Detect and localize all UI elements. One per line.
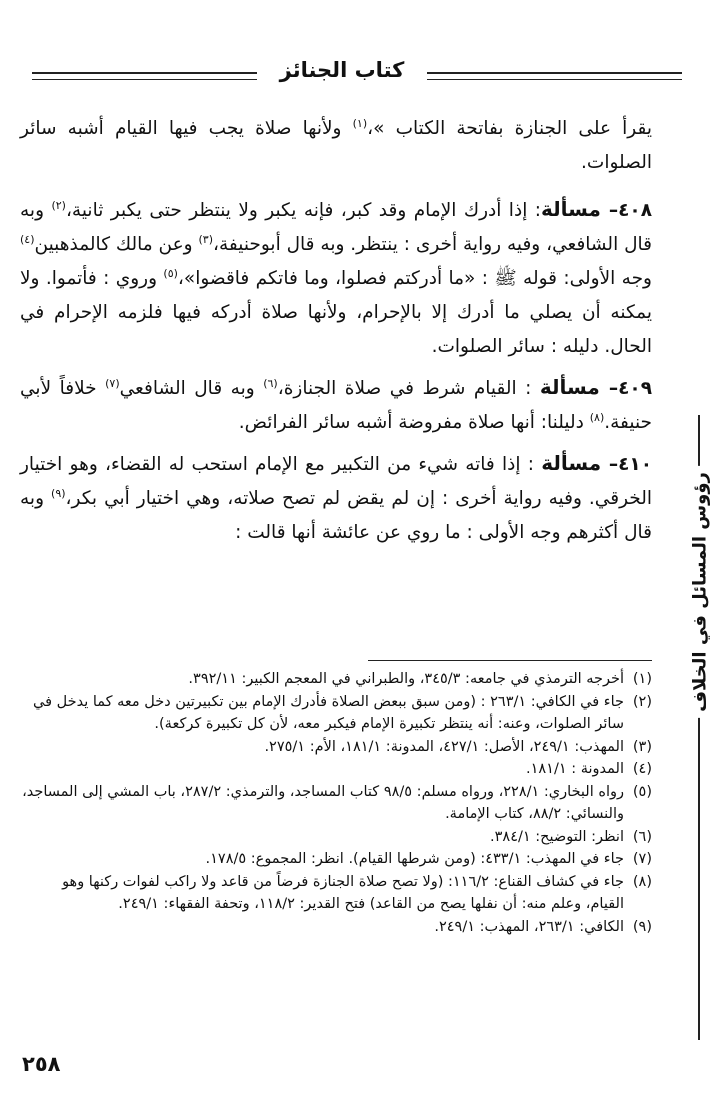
footnote-8 [20, 871, 652, 916]
issue-408-text-a: : إذا أدرك الإمام وقد كبر، فإنه يكبر ولا ينتظر حتى يكبر ثانية، [65, 200, 541, 221]
footnote-text: جاء في كشاف القناع: ١١٦/٢: (ولا تصح صلاة الجنازة فرضاً من قاعد ولا راكب لفوات ركنها وهو القيام، وعلم منه: أن نفلها يصح من القاعد) فتح القدير: ١١٨/٢، وتحفة الفقهاء: ٢٤٩/١. [62, 873, 624, 912]
footnote-text: الكافي: ٢٦٣/١، المهذب: ٢٤٩/١. [434, 918, 624, 935]
running-header [22, 58, 662, 88]
issue-408-text-e: وروي : فأتموا. ولا يمكنه أن يصلي ما أدرك إلا بالإحرام، ولأنها صلاة أدركه فيها فلزمه الإحرام في الحال. دليله : سائر الصلوات. [20, 268, 652, 357]
footnote-ref-4[interactable]: (٤) [20, 232, 35, 246]
footnote-6 [20, 826, 652, 849]
footnote-number: (٨) [632, 873, 652, 890]
issue-410-text-b: وبه قال أكثرهم وجه الأولى : ما روي عن عائشة أنها قالت : [20, 488, 652, 543]
issue-408-text-c: وعن مالك كالمذهبين [34, 234, 199, 255]
footnote-text: جاء في الكافي: ٢٦٣/١ : (ومن سبق ببعض الصلاة فأدرك الإمام بين تكبيرتين دخل معه كما يدخل في سائر الصلوات، وعنه: أنه ينتظر تكبيرة الإمام فيكبر معه، لأن كل تكبيرة كركعة). [33, 693, 624, 732]
footnote-number: (٩) [632, 918, 652, 935]
footnote-text: انظر: التوضيح: ٣٨٤/١. [490, 828, 624, 845]
footnote-ref-9[interactable]: (٩) [51, 486, 66, 500]
issue-408-text-d: وجه الأولى: قوله ﷺ : «ما أدركتم فصلوا، وما فاتكم فاقضوا»، [177, 268, 652, 289]
issue-409-text-a: : القيام شرط في صلاة الجنازة، [277, 378, 540, 399]
issue-408-label: مسألة [541, 197, 601, 221]
footnote-ref-7[interactable]: (٧) [105, 376, 120, 390]
footnote-text: رواه البخاري: ٢٢٨/١، ورواه مسلم: ٩٨/٥ كتاب المساجد، والترمذي: ٢٨٧/٢، باب المشي إلى المساجد، والنسائي: ٨٨/٢، كتاب الإمامة. [22, 783, 624, 822]
footnote-ref-3[interactable]: (٣) [198, 232, 214, 246]
header-rule-right [427, 72, 682, 80]
issue-410 [20, 446, 652, 550]
page-number: ٢٥٨ [22, 1052, 61, 1076]
footnote-ref-1[interactable]: (١) [352, 116, 368, 130]
footnote-ref-2[interactable]: (٢) [51, 198, 66, 212]
issue-409-label: مسألة [539, 375, 600, 399]
footnote-text: المهذب: ٢٤٩/١، الأصل: ٤٢٧/١، المدونة: ١٨١/١، الأم: ٢٧٥/١. [264, 738, 624, 755]
footnote-number: (٥) [632, 783, 652, 800]
footnote-text: أخرجه الترمذي في جامعه: ٣٤٥/٣، والطبراني في المعجم الكبير: ٣٩٢/١١. [188, 671, 624, 687]
intro-text-b: ولأنها صلاة يجب فيها القيام أشبه سائر الصلوات. [20, 118, 652, 173]
footnote-9 [20, 916, 652, 939]
footnote-text: المدونة : ١٨١/١. [525, 761, 624, 777]
issue-408 [20, 192, 652, 364]
issue-410-label: مسألة [541, 451, 602, 475]
issue-409-number: ٤٠٩– [599, 378, 652, 399]
issue-409 [20, 370, 652, 440]
footnote-number: (٢) [632, 693, 652, 710]
header-rule-left [32, 72, 257, 80]
footnote-separator [368, 660, 652, 661]
footnote-number: (٤) [632, 761, 652, 777]
issue-409-text-b: وبه قال الشافعي [119, 378, 264, 399]
footnote-1 [20, 668, 652, 691]
footnote-4 [20, 758, 652, 781]
intro-paragraph [20, 112, 652, 180]
chapter-title: كتاب الجنائز [279, 58, 405, 82]
footnote-2 [20, 691, 652, 736]
issue-409-text-c: خلافاً لأبي حنيفة. [20, 378, 652, 433]
intro-text-a: يقرأ على الجنازة بفاتحة الكتاب »، [367, 118, 652, 139]
footnote-5 [20, 781, 652, 826]
footnote-number: (٣) [632, 738, 652, 755]
footnote-number: (١) [632, 671, 652, 687]
book-side-title: رؤوس المسائل في الخلاف [690, 466, 711, 718]
footnote-number: (٧) [632, 851, 652, 867]
issue-409-text-d: دليلنا: أنها صلاة مفروضة أشبه سائر الفرائض. [238, 412, 590, 433]
issue-408-number: ٤٠٨– [600, 200, 652, 221]
issue-410-number: ٤١٠– [601, 454, 652, 475]
footnote-ref-6[interactable]: (٦) [263, 376, 278, 390]
issue-408-text-b: وبه قال الشافعي، وفيه رواية أخرى : ينتظر. وبه قال أبوحنيفة، [20, 200, 653, 255]
main-text [20, 112, 652, 556]
footnote-number: (٦) [632, 828, 652, 845]
footnote-ref-8[interactable]: (٨) [589, 410, 605, 424]
side-title-column [680, 200, 720, 1060]
issue-410-text-a: : إذا فاته شيء من التكبير مع الإمام استحب له القضاء، وهو اختيار الخرقي. وفيه رواية أخرى : إن لم يقض لم تصح صلاته، وهي اختيار أبي بكر، [20, 454, 652, 509]
footnote-text: جاء في المهذب: ٤٣٣/١: (ومن شرطها القيام). انظر: المجموع: ١٧٨/٥. [205, 851, 624, 867]
footnote-3 [20, 736, 652, 759]
footnote-ref-5[interactable]: (٥) [163, 266, 178, 280]
footnotes [20, 668, 652, 938]
footnote-7 [20, 848, 652, 871]
